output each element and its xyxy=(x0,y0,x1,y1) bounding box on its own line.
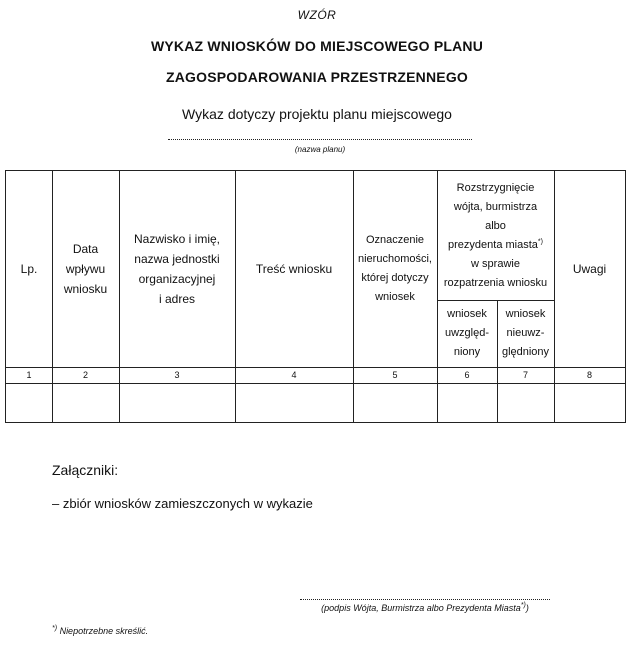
header-nieuwzgledniony-line: nieuwz- xyxy=(506,327,545,339)
header-wniosek-nieuwzgledniony xyxy=(497,300,554,367)
wzor-label: WZÓR xyxy=(297,8,337,22)
header-uwzgledniony-line: wniosek xyxy=(447,308,487,320)
header-nieuwzgledniony-line: wniosek xyxy=(505,308,546,320)
header-nazwisko xyxy=(119,171,235,367)
header-nieuwzgledniony-line: ględniony xyxy=(501,346,550,358)
column-number: 6 xyxy=(464,370,470,380)
table-row[interactable] xyxy=(6,383,625,422)
header-lp-text: Lp. xyxy=(20,262,38,276)
column-number: 3 xyxy=(174,370,180,380)
footnote-marker: *) xyxy=(537,237,543,245)
header-rozstrzygniecie-line: w sprawie xyxy=(471,257,520,270)
footnote xyxy=(52,626,148,636)
attachments-heading: Załączniki: xyxy=(52,462,119,478)
signature-caption-text: (podpis Wójta, Burmistrza albo Prezydenta Miasta xyxy=(321,603,521,613)
header-oznaczenie xyxy=(353,171,437,367)
header-nazwisko-line: organizacyjnej xyxy=(138,272,216,286)
header-uwzgledniony-line: niony xyxy=(453,346,481,358)
applications-table xyxy=(5,170,626,423)
header-nazwisko-line: nazwa jednostki xyxy=(134,252,220,266)
column-number: 1 xyxy=(26,370,32,380)
document-title-line2: ZAGOSPODAROWANIA PRZESTRZENNEGO xyxy=(165,69,469,85)
attachments-item: – zbiór wniosków zamieszczonych w wykazie xyxy=(52,496,313,511)
header-data-line: Data xyxy=(72,242,99,256)
header-oznaczenie-line: której dotyczy xyxy=(361,272,429,284)
plan-name-fill-line xyxy=(168,139,472,140)
column-number: 7 xyxy=(522,370,528,380)
signature-fill-line xyxy=(300,599,550,600)
footnote-marker: *) xyxy=(520,602,526,609)
footnote-marker: *) xyxy=(52,625,58,632)
document-title-line1: WYKAZ WNIOSKÓW DO MIEJSCOWEGO PLANU xyxy=(150,38,484,54)
header-rozstrzygniecie-line xyxy=(444,236,547,255)
header-rozstrzygniecie-line: Rozstrzygnięcie xyxy=(456,181,535,194)
header-lp xyxy=(6,171,52,367)
column-number: 8 xyxy=(586,370,592,380)
header-tresc xyxy=(235,171,353,367)
header-rozstrzygniecie-line: rozpatrzenia wniosku xyxy=(443,276,548,289)
plan-name-caption: (nazwa planu) xyxy=(294,145,346,154)
footnote-text: Niepotrzebne skreślić. xyxy=(57,626,149,636)
header-rozstrzygniecie-text: prezydenta miasta xyxy=(448,238,538,251)
header-oznaczenie-line: Oznaczenie xyxy=(365,234,425,246)
header-uwagi-text: Uwagi xyxy=(572,262,607,276)
header-wniosek-uwzgledniony xyxy=(437,300,497,367)
header-rozstrzygniecie xyxy=(437,171,554,300)
header-data-line: wniosku xyxy=(63,282,108,296)
document-subtitle: Wykaz dotyczy projektu planu miejscowego xyxy=(182,106,452,122)
header-uwagi xyxy=(554,171,625,367)
header-rozstrzygniecie-line: wójta, burmistrza xyxy=(453,200,538,213)
column-number: 5 xyxy=(392,370,398,380)
header-nazwisko-line: i adres xyxy=(158,292,195,306)
header-oznaczenie-line: nieruchomości, xyxy=(358,253,432,265)
header-rozstrzygniecie-line: albo xyxy=(485,219,506,232)
column-number: 4 xyxy=(291,370,297,380)
column-number: 2 xyxy=(82,370,88,380)
header-nazwisko-line: Nazwisko i imię, xyxy=(133,232,220,246)
header-oznaczenie-line: wniosek xyxy=(375,291,415,303)
header-data-wplywu xyxy=(52,171,119,367)
header-tresc-text: Treść wniosku xyxy=(255,262,333,276)
signature-caption-close: ) xyxy=(525,603,529,613)
header-uwzgledniony-line: uwzględ- xyxy=(444,327,490,339)
header-data-line: wpływu xyxy=(65,262,106,276)
signature-caption xyxy=(285,603,565,613)
